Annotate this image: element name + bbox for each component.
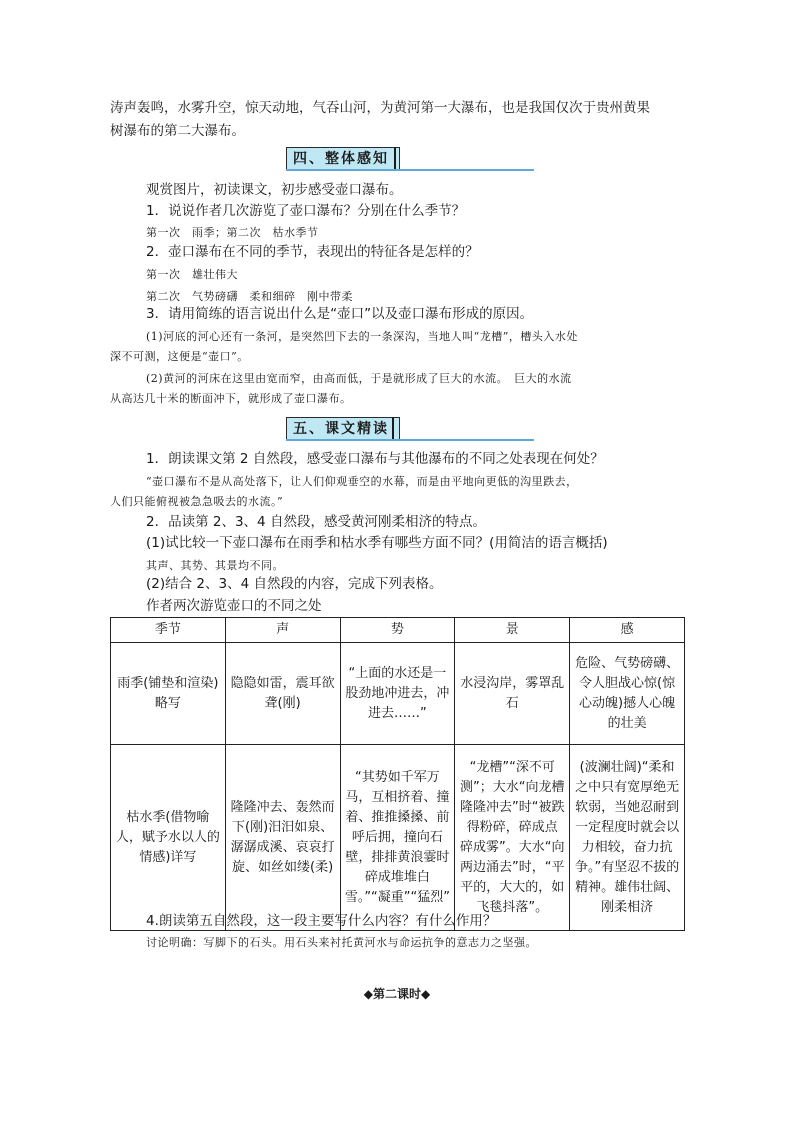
table-cell: 危险、气势磅礴、令人胆战心惊(惊心动魄)撼人心魄的壮美 — [570, 643, 685, 745]
table-cell: 雨季(铺垫和渲染)略写 — [111, 643, 226, 745]
table-cell: (波澜壮阔)“柔和之中只有宽厚绝无软弱，当她忍耐到一定程度时就会以力相较，奋力抗争。”有坚忍不拔的精神。雄伟壮阔、刚柔相济 — [570, 745, 685, 931]
table-cell: 水浸沟岸，雾罩乱石 — [455, 643, 570, 745]
section-5-answer-1b: 人们只能俯视被急急吸去的水流。” — [110, 495, 284, 508]
section-5-question-4: 4.朗读第五自然段，这一段主要写什么内容？有什么作用？ — [146, 913, 497, 929]
table-row — [111, 643, 685, 745]
table-cell: 隆隆冲去、轰然而下(刚)汨汨如泉、潺潺成溪、哀哀打旋、如丝如缕(柔) — [225, 745, 340, 931]
section-5-answer-4: 讨论明确：写脚下的石头。用石头来衬托黄河水与命运抗争的意志力之坚强。 — [146, 936, 537, 949]
table-cell: 隐隐如雷，震耳欲聋(刚) — [225, 643, 340, 745]
table-header-cell: 声 — [225, 618, 340, 643]
section-5-answer-1a: “壶口瀑布不是从高处落下，让人们仰观垂空的水幕，而是由平地向更低的沟里跌去， — [146, 475, 578, 488]
table-cell: 枯水季(借物喻人，赋予水以人的情感)详写 — [111, 745, 226, 931]
section-4-intro: 观赏图片，初读课文，初步感受壶口瀑布。 — [146, 182, 403, 198]
banner-underline — [286, 439, 534, 441]
section-5-heading: 五、课文精读 — [286, 417, 400, 441]
banner-tick — [392, 417, 394, 439]
answer-3-1a: (1)河底的河心还有一条河，是突然凹下去的一条深沟，当地人叫“龙槽”，槽头入水处 — [146, 330, 578, 343]
answer-3-2b: 从高达几十米的断面冲下，就形成了壶口瀑布。 — [110, 392, 352, 405]
answer-2-second: 第二次 气势磅礴 柔和细碎 刚中带柔 — [146, 290, 353, 303]
table-cell: “龙槽”“深不可测”；大水“向龙槽隆隆冲去”时“被跌得粉碎，碎成点 碎成雾”。大水“向两边涌去”时，“平平的，大大的，如飞毯抖落”。 — [455, 745, 570, 931]
section-5-banner — [286, 417, 534, 441]
question-1: 1．说说作者几次游览了壶口瀑布？分别在什么季节？ — [146, 203, 466, 219]
banner-tick — [394, 147, 396, 169]
answer-3-2a: (2)黄河的河床在这里由宽而窄，由高而低，于是就形成了巨大的水流。 巨大的水流 — [146, 372, 572, 385]
table-header-cell: 景 — [455, 618, 570, 643]
question-3: 3．请用简练的语言说出什么是“壶口”以及壶口瀑布形成的原因。 — [146, 306, 534, 322]
table-header-row — [111, 618, 685, 643]
section-5-answer-2-1: 其声、其势、其景均不同。 — [146, 559, 284, 572]
table-cell: “其势如千军万马，互相挤着、撞着、推推搡搡、前呼后拥，撞向石壁，排排黄浪霎时碎成堆堆白雪。”“凝重”“猛烈” — [340, 745, 455, 931]
banner-underline — [286, 169, 534, 171]
section-5-question-2-2: (2)结合 2、3、4 自然段的内容，完成下列表格。 — [146, 576, 443, 592]
table-row — [111, 745, 685, 931]
table-cell: “上面的水还是一股劲地冲进去，冲进去……” — [340, 643, 455, 745]
intro-line-2: 树瀑布的第二大瀑布。 — [110, 123, 245, 139]
answer-1: 第一次 雨季；第二次 枯水季节 — [146, 226, 319, 239]
intro-line-1: 涛声轰鸣，水雾升空，惊天动地，气吞山河，为黄河第一大瀑布，也是我国仅次于贵州黄果 — [110, 100, 650, 116]
section-4-heading: 四、整体感知 — [286, 147, 400, 171]
comparison-table — [110, 617, 685, 931]
section-5-question-1: 1．朗读课文第 2 自然段，感受壶口瀑布与其他瀑布的不同之处表现在何处？ — [146, 451, 604, 467]
section-4-banner — [286, 147, 534, 171]
table-header-cell: 势 — [340, 618, 455, 643]
answer-3-1b: 深不可测，这便是“壶口”。 — [110, 350, 249, 363]
answer-2-first: 第一次 雄壮伟大 — [146, 268, 238, 281]
table-header-cell: 感 — [570, 618, 685, 643]
table-caption: 作者两次游览壶口的不同之处 — [146, 598, 322, 614]
second-lesson-marker: ◆第二课时◆ — [363, 987, 431, 1001]
table-header-cell: 季节 — [111, 618, 226, 643]
question-2: 2．壶口瀑布在不同的季节，表现出的特征各是怎样的？ — [146, 244, 479, 260]
section-5-question-2-1: (1)试比较一下壶口瀑布在雨季和枯水季有哪些方面不同？(用简洁的语言概括) — [146, 535, 608, 551]
section-5-question-2: 2．品读第 2、3、4 自然段，感受黄河刚柔相济的特点。 — [146, 514, 486, 530]
